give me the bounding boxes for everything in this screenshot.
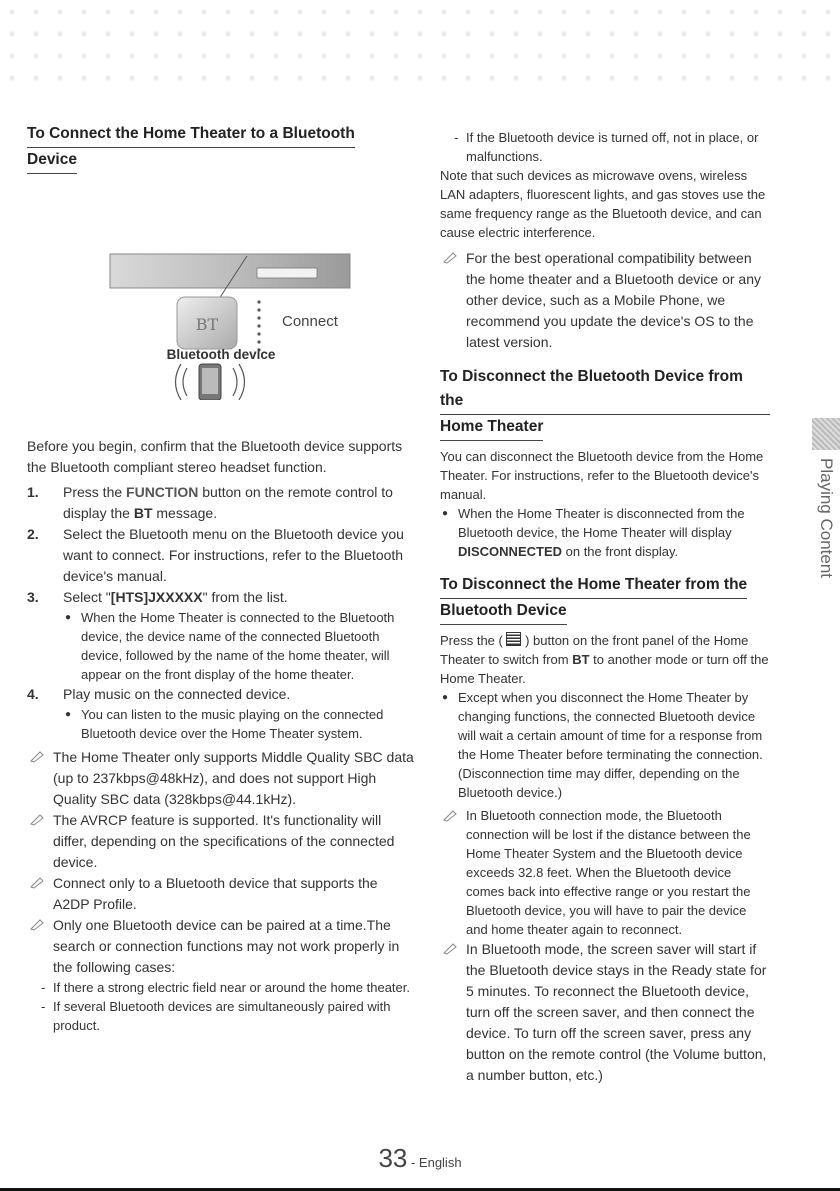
- bt-display-icon: [177, 297, 237, 349]
- interference-paragraph: Note that such devices as microwave ovens, wireless LAN adapters, fluorescent lights, and gas stoves use the same frequency range as the Bluetooth device, and can cause electric interference.: [440, 168, 766, 240]
- intro-paragraph: Before you begin, confirm that the Bluetooth device supports the Bluetooth compliant stereo headset function.: [27, 438, 403, 475]
- home-theater-bt-diagram: [27, 180, 415, 400]
- note-screen-saver: In Bluetooth mode, the screen saver will start if the Bluetooth device stays in the Ready state for 5 minutes. To reconnect the Bluetooth device, turn off the screen saver, and then connect the device. To turn off the screen saver, press any button on the remote control (the Volume button, a number button, etc.): [440, 939, 770, 1086]
- left-column: [27, 122, 415, 1035]
- note-distance: In Bluetooth connection mode, the Bluetooth connection will be lost if the distance between the Home Theater System and the Bluetooth device exceeds 32.8 feet. When the Bluetooth device comes back into effective range or you restart the Bluetooth device, you will have to pair the device and home theater again to reconnect.: [440, 806, 770, 939]
- svg-text:BT: BT: [195, 315, 219, 334]
- disconnect-device-bullet: ● When the Home Theater is disconnected from the Bluetooth device, the Home Theater will display DISCONNECTED on the front display.: [440, 504, 770, 561]
- section-heading-connect: To Connect the Home Theater to a Bluetooth Device: [27, 122, 415, 174]
- disconnect-theater-bullet: ● Except when you disconnect the Home Theater by changing functions, the connected Bluetooth device will wait a certain amount of time for a response from the Home Theater before terminating the connection. (Disconnection time may differ, depending on the Bluetooth device.): [440, 688, 770, 802]
- case-several-devices: - If several Bluetooth devices are simultaneously paired with product.: [41, 999, 391, 1033]
- note-pencil-icon: [29, 875, 45, 889]
- step-3: 3. Select "[HTS]JXXXXX" from the list.: [27, 589, 288, 605]
- step-3-bullet: ● When the Home Theater is connected to the Bluetooth device, the device name of the connected Bluetooth device, followed by the name of the home theater, will appear on the front display of the home theater.: [63, 608, 415, 684]
- note-one-device: Only one Bluetooth device can be paired at a time.The search or connection functions may not work properly in the following cases:: [27, 915, 415, 978]
- step-1: 1. Press the FUNCTION button on the remote control to display the BT message.: [27, 484, 393, 521]
- step-2: 2. Select the Bluetooth menu on the Bluetooth device you want to connect. For instructions, refer to the Bluetooth device's manual.: [27, 526, 404, 584]
- disconnect-theater-paragraph: Press the ( ) button on the front panel of the Home Theater to switch from BT to another mode or turn off the Home Theater.: [440, 633, 769, 686]
- step-4-bullet: ● You can listen to the music playing on the connected Bluetooth device over the Home Theater system.: [63, 705, 415, 743]
- connect-dots-icon: [257, 300, 260, 351]
- case-electric-field: - If there a strong electric field near or around the home theater.: [41, 980, 410, 995]
- note-pencil-icon: [29, 812, 45, 826]
- language-label: - English: [407, 1155, 462, 1170]
- connection-illustration: [27, 180, 415, 400]
- page-number: 33: [378, 1143, 408, 1173]
- note-avrcp: The AVRCP feature is supported. It's functionality will differ, depending on the specifications of the connected device.: [27, 810, 415, 873]
- note-a2dp: Connect only to a Bluetooth device that supports the A2DP Profile.: [27, 873, 415, 915]
- function-button-icon: [506, 632, 521, 646]
- decorative-header-pattern: [0, 0, 840, 92]
- step-4: 4. Play music on the connected device.: [27, 686, 291, 702]
- figure-caption: Bluetooth device: [166, 347, 276, 362]
- right-column: [440, 128, 770, 1086]
- note-sbc: The Home Theater only supports Middle Quality SBC data (up to 237kbps@48kHz), and does not support High Quality SBC data (328kbps@44.1kHz).: [27, 747, 415, 810]
- note-pencil-icon: [29, 917, 45, 931]
- case-device-off: - If the Bluetooth device is turned off, not in place, or malfunctions.: [454, 130, 759, 164]
- note-pencil-icon: [442, 250, 458, 264]
- section-side-label: [814, 458, 840, 578]
- section-heading-disconnect-device: To Disconnect the Bluetooth Device from the Home Theater: [440, 365, 770, 441]
- note-pencil-icon: [442, 808, 458, 822]
- section-heading-disconnect-theater: To Disconnect the Home Theater from the Bluetooth Device: [440, 573, 770, 625]
- page-footer: [0, 1143, 840, 1174]
- note-pencil-icon: [29, 749, 45, 763]
- disconnect-device-paragraph: You can disconnect the Bluetooth device from the Home Theater. For instructions, refer to the Bluetooth device's manual.: [440, 449, 764, 502]
- connect-label: Connect: [282, 313, 338, 330]
- mobile-phone-icon: [176, 364, 245, 400]
- note-pencil-icon: [442, 941, 458, 955]
- note-update-os: For the best operational compatibility between the home theater and a Bluetooth device or any other device, such as a Mobile Phone, we recommend you update the device's OS to the latest version.: [440, 248, 770, 353]
- svg-text:Playing Content: Playing Content: [817, 458, 836, 578]
- section-tab-marker: [812, 418, 840, 450]
